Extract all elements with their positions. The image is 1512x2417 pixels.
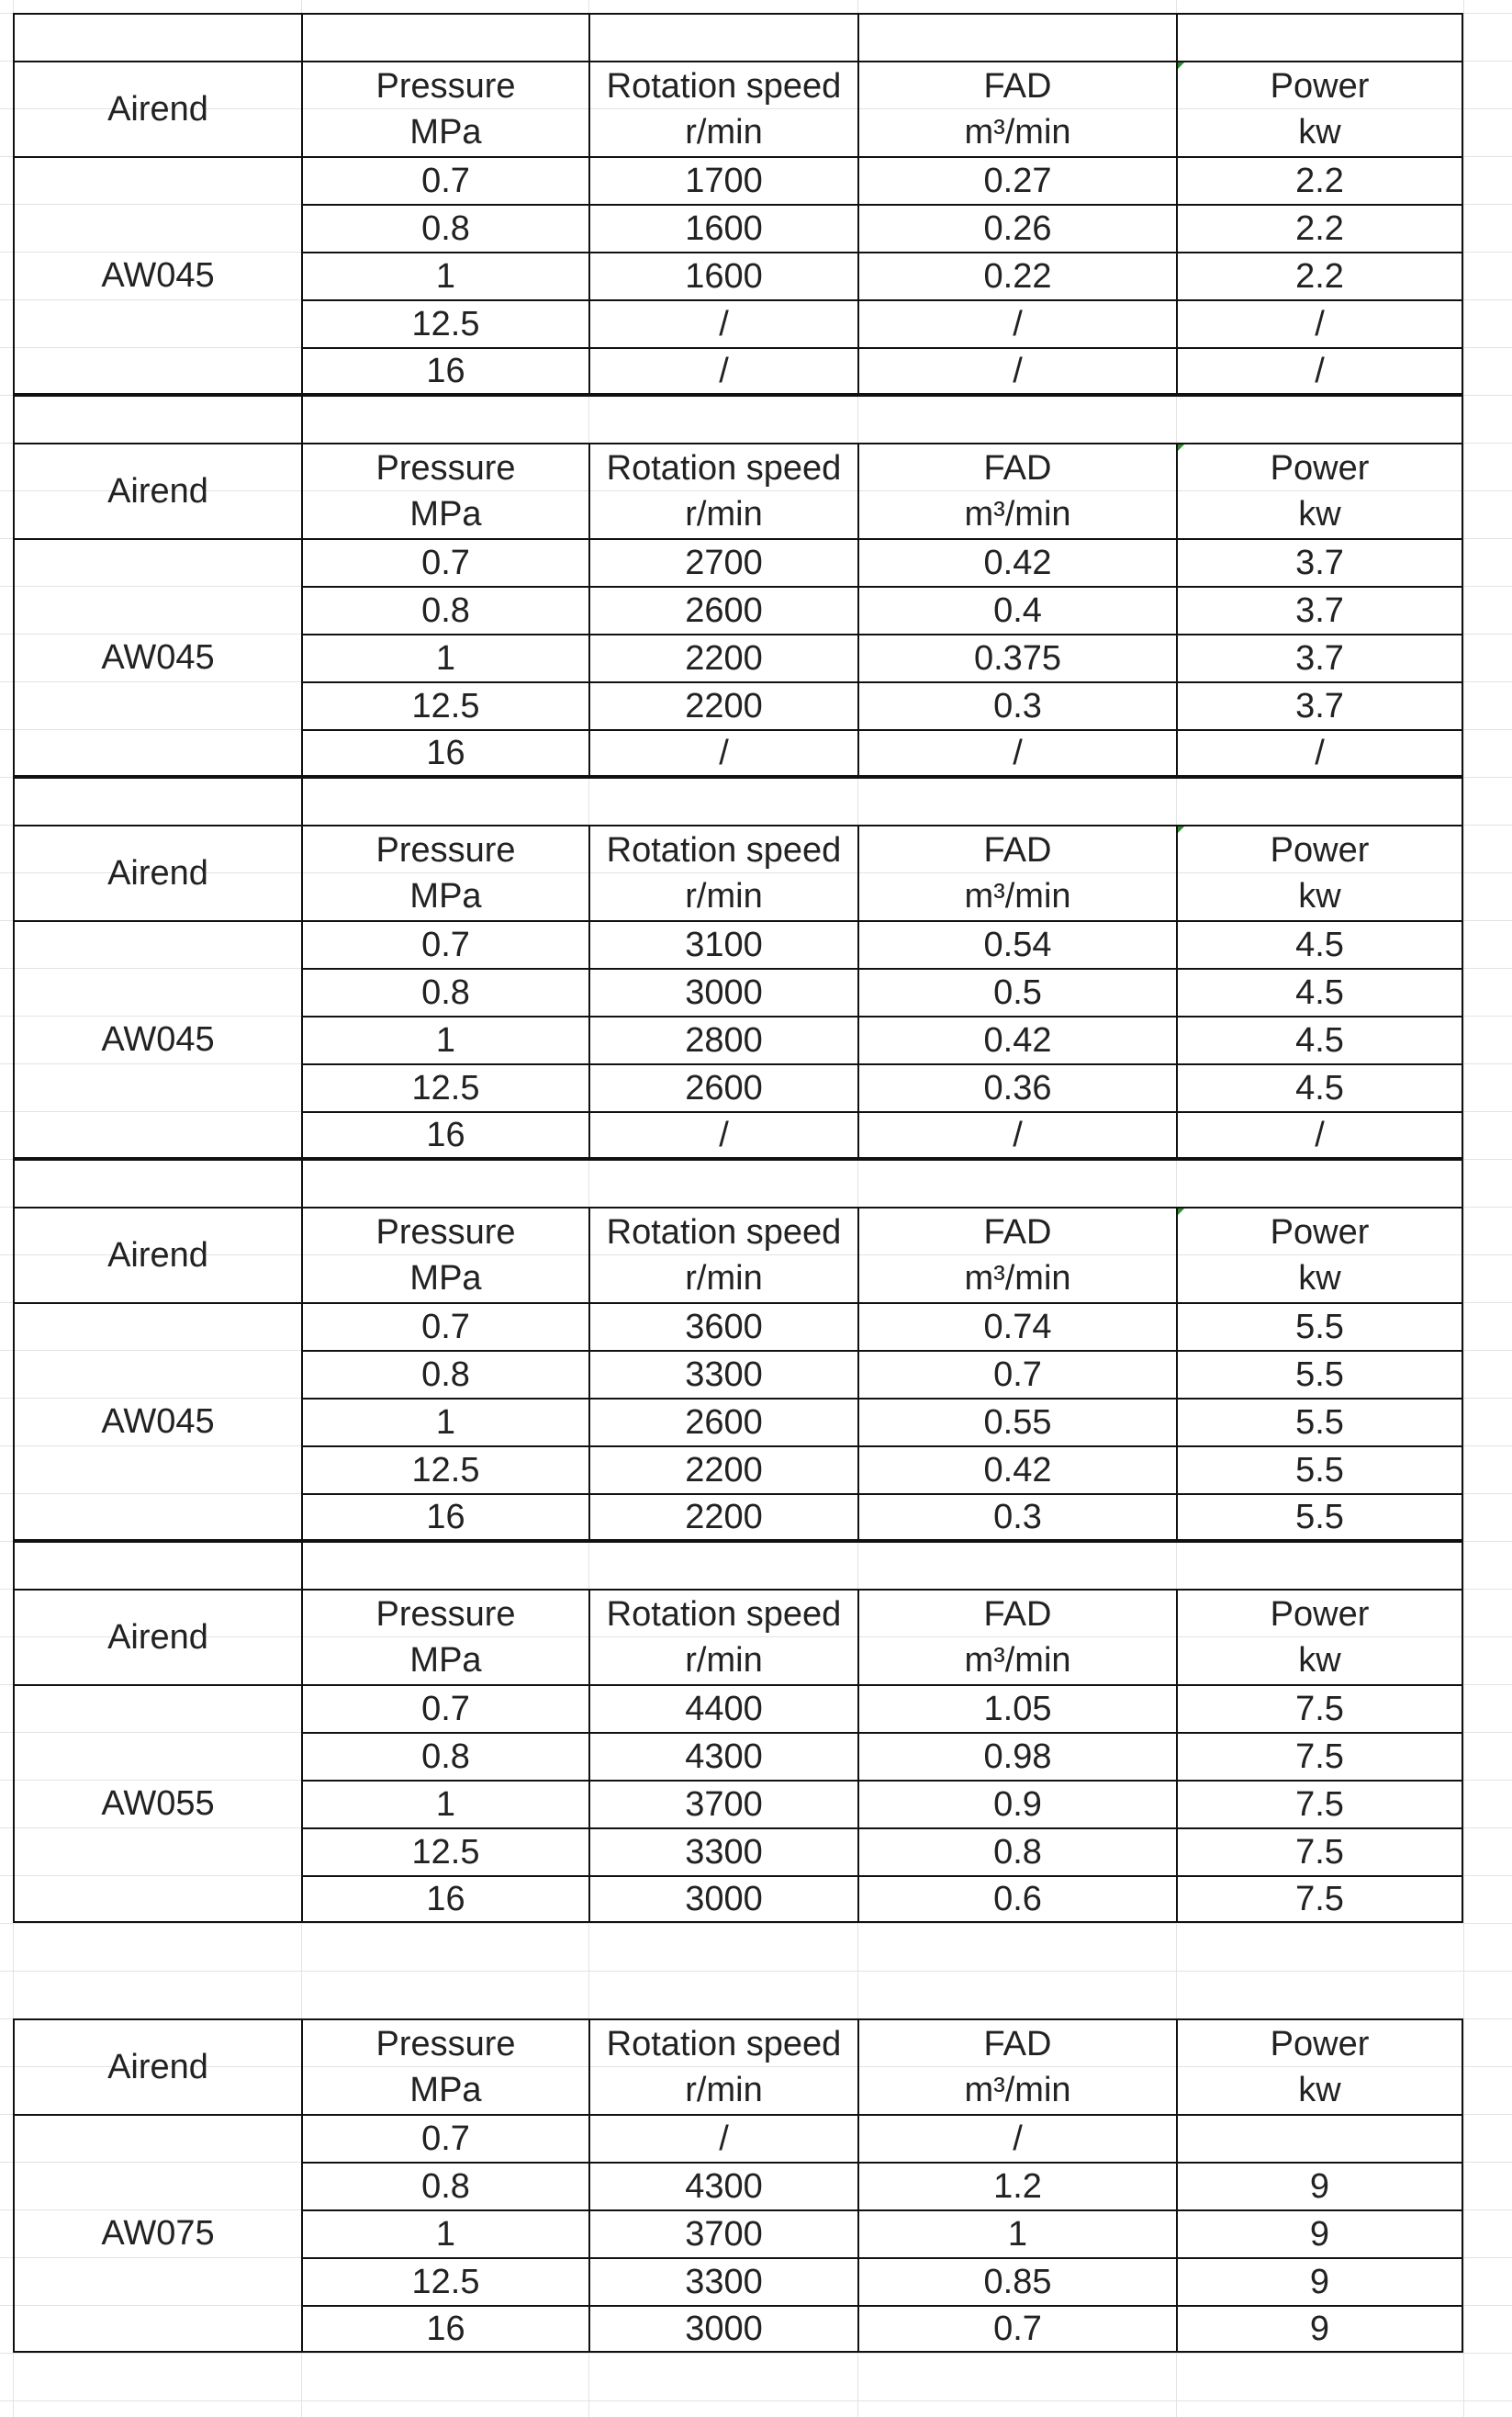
power-cell: 5.5 (1176, 1302, 1463, 1350)
pressure-header: Pressure MPa (301, 2018, 588, 2114)
rotation-speed-cell: 3000 (588, 2305, 857, 2353)
fad-header: FAD m³/min (857, 825, 1176, 920)
pressure-cell: 1 (301, 2209, 588, 2257)
spacer-cell (13, 1541, 301, 1589)
airend-header: Airend (13, 1207, 301, 1302)
rotation-speed-cell: 2800 (588, 1016, 857, 1063)
pressure-cell: 1 (301, 252, 588, 299)
rotation-speed-cell: 2700 (588, 538, 857, 586)
blank-cell (588, 13, 857, 61)
power-cell: 3.7 (1176, 586, 1463, 634)
fad-cell: / (857, 2114, 1176, 2162)
rotation-speed-cell: / (588, 299, 857, 347)
pressure-cell: 1 (301, 1398, 588, 1445)
rotation-speed-cell: 3000 (588, 1875, 857, 1923)
rotation-speed-cell: 3700 (588, 1780, 857, 1827)
comment-marker-icon (1178, 444, 1184, 451)
rotation-speed-cell: 2200 (588, 1445, 857, 1493)
fad-cell: 0.26 (857, 204, 1176, 252)
fad-cell: 0.7 (857, 2305, 1176, 2353)
rotation-speed-cell: / (588, 1111, 857, 1159)
power-cell: / (1176, 347, 1463, 395)
rotation-speed-cell: 3700 (588, 2209, 857, 2257)
power-cell: 3.7 (1176, 538, 1463, 586)
pressure-cell: 0.7 (301, 156, 588, 204)
spacer-cell (301, 777, 1463, 825)
pressure-cell: 1 (301, 1016, 588, 1063)
pressure-cell: 16 (301, 1493, 588, 1541)
pressure-cell: 0.8 (301, 2162, 588, 2209)
pressure-cell: 12.5 (301, 299, 588, 347)
rotation-speed-cell: 2600 (588, 1398, 857, 1445)
airend-header: Airend (13, 61, 301, 156)
power-cell: 3.7 (1176, 681, 1463, 729)
pressure-header: Pressure MPa (301, 1589, 588, 1684)
rotation-speed-cell: 2600 (588, 1063, 857, 1111)
power-cell: / (1176, 299, 1463, 347)
pressure-cell: 0.7 (301, 1302, 588, 1350)
fad-header: FAD m³/min (857, 2018, 1176, 2114)
airend-header: Airend (13, 1589, 301, 1684)
pressure-header: Pressure MPa (301, 1207, 588, 1302)
spacer-cell (13, 1159, 301, 1207)
fad-cell: 0.55 (857, 1398, 1176, 1445)
rotation-speed-cell: 1600 (588, 204, 857, 252)
fad-header: FAD m³/min (857, 443, 1176, 538)
power-cell: 5.5 (1176, 1350, 1463, 1398)
gridline (1463, 0, 1464, 2417)
pressure-cell: 12.5 (301, 1827, 588, 1875)
spacer-cell (13, 395, 301, 443)
power-cell: 5.5 (1176, 1493, 1463, 1541)
pressure-cell: 0.8 (301, 968, 588, 1016)
rotation-speed-cell: 3300 (588, 1350, 857, 1398)
rotation-speed-header: Rotation speed r/min (588, 825, 857, 920)
pressure-cell: 1 (301, 1780, 588, 1827)
power-cell: 5.5 (1176, 1398, 1463, 1445)
fad-cell: / (857, 729, 1176, 777)
blank-cell (13, 13, 301, 61)
airend-model-cell: AW055 (13, 1684, 301, 1923)
fad-cell: 0.9 (857, 1780, 1176, 1827)
power-cell: 7.5 (1176, 1827, 1463, 1875)
rotation-speed-header: Rotation speed r/min (588, 1207, 857, 1302)
pressure-cell: 0.8 (301, 204, 588, 252)
power-cell: 9 (1176, 2162, 1463, 2209)
power-header: Power kw (1176, 1589, 1463, 1684)
pressure-cell: 0.8 (301, 1732, 588, 1780)
spacer-cell (301, 1541, 1463, 1589)
airend-model-cell: AW045 (13, 538, 301, 777)
rotation-speed-cell: 4300 (588, 2162, 857, 2209)
rotation-speed-cell: 3000 (588, 968, 857, 1016)
pressure-cell: 0.7 (301, 538, 588, 586)
power-header: Power kw (1176, 1207, 1463, 1302)
fad-cell: 0.4 (857, 586, 1176, 634)
spacer-cell (13, 777, 301, 825)
power-header: Power kw (1176, 2018, 1463, 2114)
gridline (0, 1971, 1512, 1972)
pressure-cell: 16 (301, 1875, 588, 1923)
power-cell: 7.5 (1176, 1684, 1463, 1732)
airend-header: Airend (13, 2018, 301, 2114)
fad-cell: 0.375 (857, 634, 1176, 681)
power-header: Power kw (1176, 61, 1463, 156)
airend-header: Airend (13, 443, 301, 538)
pressure-header: Pressure MPa (301, 61, 588, 156)
power-cell: 7.5 (1176, 1780, 1463, 1827)
rotation-speed-header: Rotation speed r/min (588, 443, 857, 538)
fad-cell: 0.3 (857, 681, 1176, 729)
rotation-speed-cell: 4400 (588, 1684, 857, 1732)
pressure-cell: 16 (301, 1111, 588, 1159)
rotation-speed-cell: 2600 (588, 586, 857, 634)
fad-cell: 0.36 (857, 1063, 1176, 1111)
power-cell: 2.2 (1176, 204, 1463, 252)
rotation-speed-cell: 2200 (588, 681, 857, 729)
pressure-cell: 0.7 (301, 2114, 588, 2162)
fad-cell: 0.7 (857, 1350, 1176, 1398)
power-cell: 4.5 (1176, 1016, 1463, 1063)
rotation-speed-cell: 3600 (588, 1302, 857, 1350)
power-cell: 4.5 (1176, 1063, 1463, 1111)
pressure-cell: 16 (301, 2305, 588, 2353)
power-cell: 9 (1176, 2257, 1463, 2305)
pressure-cell: 12.5 (301, 2257, 588, 2305)
fad-cell: 0.74 (857, 1302, 1176, 1350)
airend-model-cell: AW045 (13, 156, 301, 395)
fad-cell: 0.22 (857, 252, 1176, 299)
pressure-cell: 0.8 (301, 586, 588, 634)
pressure-cell: 0.7 (301, 1684, 588, 1732)
power-cell: 7.5 (1176, 1732, 1463, 1780)
power-cell: / (1176, 1111, 1463, 1159)
fad-cell: / (857, 1111, 1176, 1159)
power-cell: 2.2 (1176, 252, 1463, 299)
rotation-speed-cell: 1600 (588, 252, 857, 299)
fad-header: FAD m³/min (857, 61, 1176, 156)
blank-cell (1176, 13, 1463, 61)
power-cell: 4.5 (1176, 920, 1463, 968)
power-cell: 3.7 (1176, 634, 1463, 681)
power-header: Power kw (1176, 443, 1463, 538)
rotation-speed-cell: / (588, 729, 857, 777)
airend-header: Airend (13, 825, 301, 920)
pressure-cell: 12.5 (301, 1063, 588, 1111)
fad-header: FAD m³/min (857, 1589, 1176, 1684)
pressure-header: Pressure MPa (301, 825, 588, 920)
rotation-speed-header: Rotation speed r/min (588, 61, 857, 156)
fad-cell: 1.05 (857, 1684, 1176, 1732)
pressure-cell: 12.5 (301, 1445, 588, 1493)
fad-cell: 0.5 (857, 968, 1176, 1016)
fad-cell: 0.54 (857, 920, 1176, 968)
power-header: Power kw (1176, 825, 1463, 920)
fad-cell: 0.42 (857, 538, 1176, 586)
gridline (0, 2400, 1512, 2401)
fad-cell: / (857, 347, 1176, 395)
rotation-speed-header: Rotation speed r/min (588, 2018, 857, 2114)
fad-cell: 0.98 (857, 1732, 1176, 1780)
fad-cell: 0.42 (857, 1445, 1176, 1493)
airend-model-cell: AW045 (13, 920, 301, 1159)
spacer-cell (301, 1159, 1463, 1207)
fad-cell: 0.42 (857, 1016, 1176, 1063)
fad-cell: 1 (857, 2209, 1176, 2257)
pressure-cell: 16 (301, 729, 588, 777)
pressure-cell: 0.7 (301, 920, 588, 968)
rotation-speed-cell: 4300 (588, 1732, 857, 1780)
rotation-speed-cell: 1700 (588, 156, 857, 204)
power-cell (1176, 2114, 1463, 2162)
fad-cell: / (857, 299, 1176, 347)
rotation-speed-cell: 2200 (588, 1493, 857, 1541)
gridline (0, 2353, 1512, 2354)
power-cell: / (1176, 729, 1463, 777)
gridline (0, 1923, 1512, 1924)
comment-marker-icon (1178, 62, 1184, 69)
rotation-speed-cell: 3300 (588, 1827, 857, 1875)
fad-cell: 0.6 (857, 1875, 1176, 1923)
airend-model-cell: AW045 (13, 1302, 301, 1541)
power-cell: 7.5 (1176, 1875, 1463, 1923)
pressure-cell: 1 (301, 634, 588, 681)
fad-cell: 0.27 (857, 156, 1176, 204)
rotation-speed-cell: / (588, 347, 857, 395)
fad-cell: 1.2 (857, 2162, 1176, 2209)
pressure-cell: 0.8 (301, 1350, 588, 1398)
power-cell: 9 (1176, 2209, 1463, 2257)
power-cell: 9 (1176, 2305, 1463, 2353)
blank-cell (857, 13, 1176, 61)
power-cell: 4.5 (1176, 968, 1463, 1016)
fad-cell: 0.8 (857, 1827, 1176, 1875)
rotation-speed-cell: 2200 (588, 634, 857, 681)
blank-cell (301, 13, 588, 61)
power-cell: 5.5 (1176, 1445, 1463, 1493)
rotation-speed-cell: 3300 (588, 2257, 857, 2305)
comment-marker-icon (1178, 826, 1184, 833)
rotation-speed-cell: 3100 (588, 920, 857, 968)
pressure-cell: 16 (301, 347, 588, 395)
spacer-cell (301, 395, 1463, 443)
fad-header: FAD m³/min (857, 1207, 1176, 1302)
rotation-speed-header: Rotation speed r/min (588, 1589, 857, 1684)
fad-cell: 0.85 (857, 2257, 1176, 2305)
pressure-cell: 12.5 (301, 681, 588, 729)
airend-model-cell: AW075 (13, 2114, 301, 2353)
comment-marker-icon (1178, 1208, 1184, 1215)
fad-cell: 0.3 (857, 1493, 1176, 1541)
power-cell: 2.2 (1176, 156, 1463, 204)
pressure-header: Pressure MPa (301, 443, 588, 538)
rotation-speed-cell: / (588, 2114, 857, 2162)
